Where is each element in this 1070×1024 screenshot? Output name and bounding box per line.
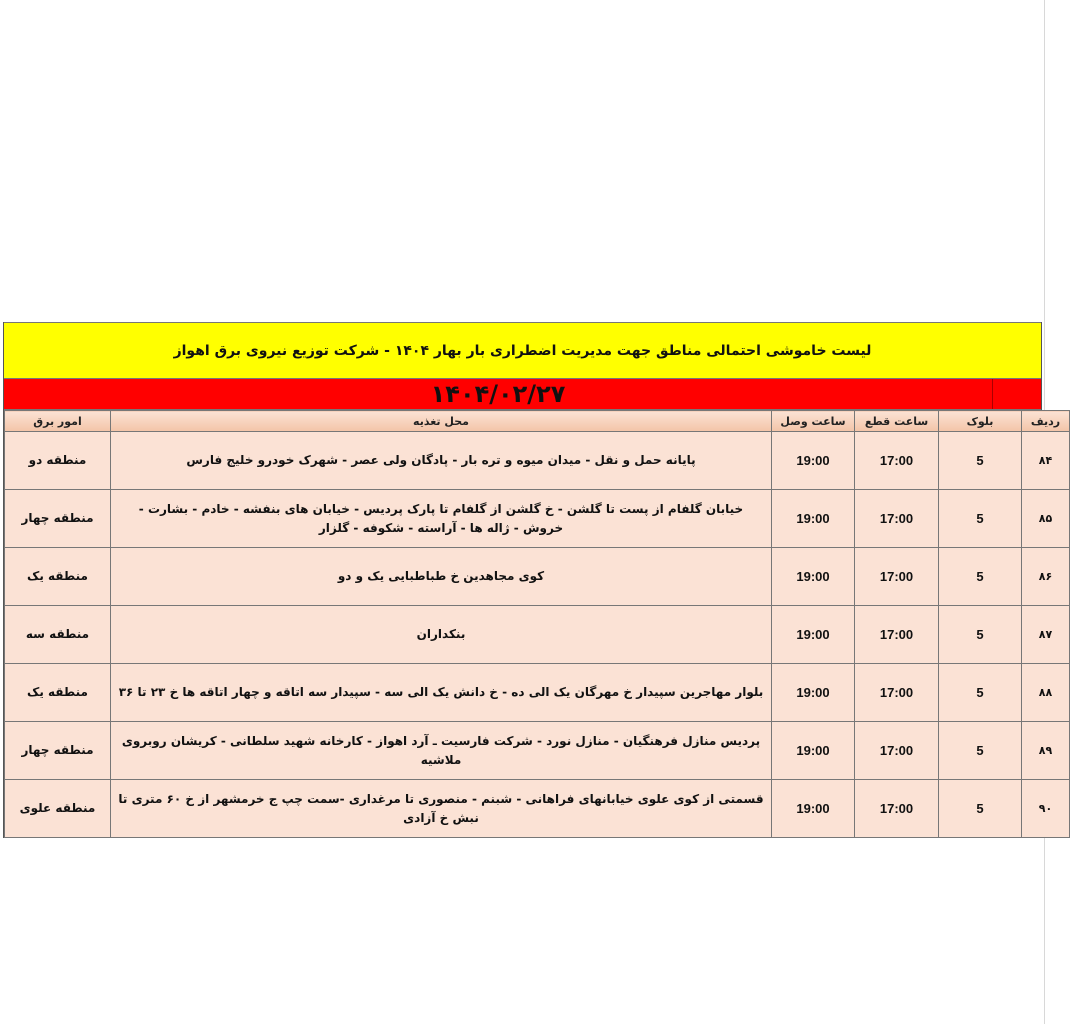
date-corner-cell: [992, 379, 1041, 409]
table-row: [5, 722, 1070, 780]
cell-district: منطقه یک: [5, 548, 111, 606]
header-block: بلوک: [939, 411, 1022, 432]
header-district: امور برق: [5, 411, 111, 432]
cell-location: پایانه حمل و نقل - میدان میوه و تره بار - پادگان ولی عصر - شهرک خودرو خلیج فارس: [111, 432, 772, 490]
cell-district: منطقه یک: [5, 664, 111, 722]
cell-cut-time: 17:00: [855, 490, 939, 548]
cell-location: پردیس منازل فرهنگیان - منازل نورد - شرکت فارسیت ـ آرد اهواز - کارخانه شهید سلطانی - کریشان روبروی ملاشیه: [111, 722, 772, 780]
cell-location: خیابان گلفام از پست تا گلشن - خ گلشن از گلفام تا پارک پردیس - خیابان های بنفشه - خادم - بشارت - خروش - ژاله ها - آراسته - شکوفه - گلزار: [111, 490, 772, 548]
outage-sheet: [3, 322, 1061, 838]
cell-district: منطقه علوی: [5, 780, 111, 838]
cell-row-number: ۸۷: [1022, 606, 1070, 664]
cell-block: 5: [939, 606, 1022, 664]
cell-connect-time: 19:00: [772, 664, 855, 722]
table-header-row: [5, 411, 1070, 432]
table-row: [5, 664, 1070, 722]
cell-connect-time: 19:00: [772, 548, 855, 606]
table-row: [5, 432, 1070, 490]
cell-cut-time: 17:00: [855, 664, 939, 722]
cell-connect-time: 19:00: [772, 722, 855, 780]
cell-cut-time: 17:00: [855, 722, 939, 780]
cell-block: 5: [939, 490, 1022, 548]
cell-row-number: ۸۶: [1022, 548, 1070, 606]
cell-location: قسمتی از کوی علوی خیابانهای فراهانی - شبنم - منصوری تا مرغداری -سمت چپ ج خرمشهر از خ ۶۰ متری تا نبش خ آزادی: [111, 780, 772, 838]
date-bar: [4, 379, 1041, 410]
cell-district: منطقه سه: [5, 606, 111, 664]
table-row: [5, 548, 1070, 606]
cell-cut-time: 17:00: [855, 548, 939, 606]
cell-row-number: ۸۵: [1022, 490, 1070, 548]
cell-row-number: ۸۸: [1022, 664, 1070, 722]
cell-district: منطقه چهار: [5, 722, 111, 780]
cell-connect-time: 19:00: [772, 490, 855, 548]
cell-connect-time: 19:00: [772, 606, 855, 664]
header-cut-time: ساعت قطع: [855, 411, 939, 432]
sheet-title: لیست خاموشی احتمالی مناطق جهت مدیریت اضطراری بار بهار ۱۴۰۴ - شرکت توزیع نیروی برق اهواز: [4, 322, 1041, 379]
cell-block: 5: [939, 722, 1022, 780]
cell-row-number: ۹۰: [1022, 780, 1070, 838]
cell-cut-time: 17:00: [855, 780, 939, 838]
cell-connect-time: 19:00: [772, 780, 855, 838]
table-row: [5, 780, 1070, 838]
cell-cut-time: 17:00: [855, 606, 939, 664]
header-connect-time: ساعت وصل: [772, 411, 855, 432]
cell-location: بلوار مهاجرین سپیدار خ مهرگان یک الی ده - خ دانش یک الی سه - سپیدار سه اتاقه و چهار اتاقه ها خ ۲۳ تا ۳۶: [111, 664, 772, 722]
cell-location: بنکداران: [111, 606, 772, 664]
cell-district: منطقه چهار: [5, 490, 111, 548]
header-location: محل تغذیه: [111, 411, 772, 432]
cell-block: 5: [939, 548, 1022, 606]
cell-location: کوی مجاهدین خ طباطبایی یک و دو: [111, 548, 772, 606]
header-row-number: ردیف: [1022, 411, 1070, 432]
cell-block: 5: [939, 432, 1022, 490]
cell-cut-time: 17:00: [855, 432, 939, 490]
cell-row-number: ۸۹: [1022, 722, 1070, 780]
sheet-date: ۱۴۰۴/۰۲/۲۷: [430, 380, 566, 408]
cell-district: منطقه دو: [5, 432, 111, 490]
cell-block: 5: [939, 780, 1022, 838]
cell-row-number: ۸۴: [1022, 432, 1070, 490]
table-row: [5, 606, 1070, 664]
table-row: [5, 490, 1070, 548]
cell-connect-time: 19:00: [772, 432, 855, 490]
cell-block: 5: [939, 664, 1022, 722]
outage-table: [4, 410, 1070, 838]
